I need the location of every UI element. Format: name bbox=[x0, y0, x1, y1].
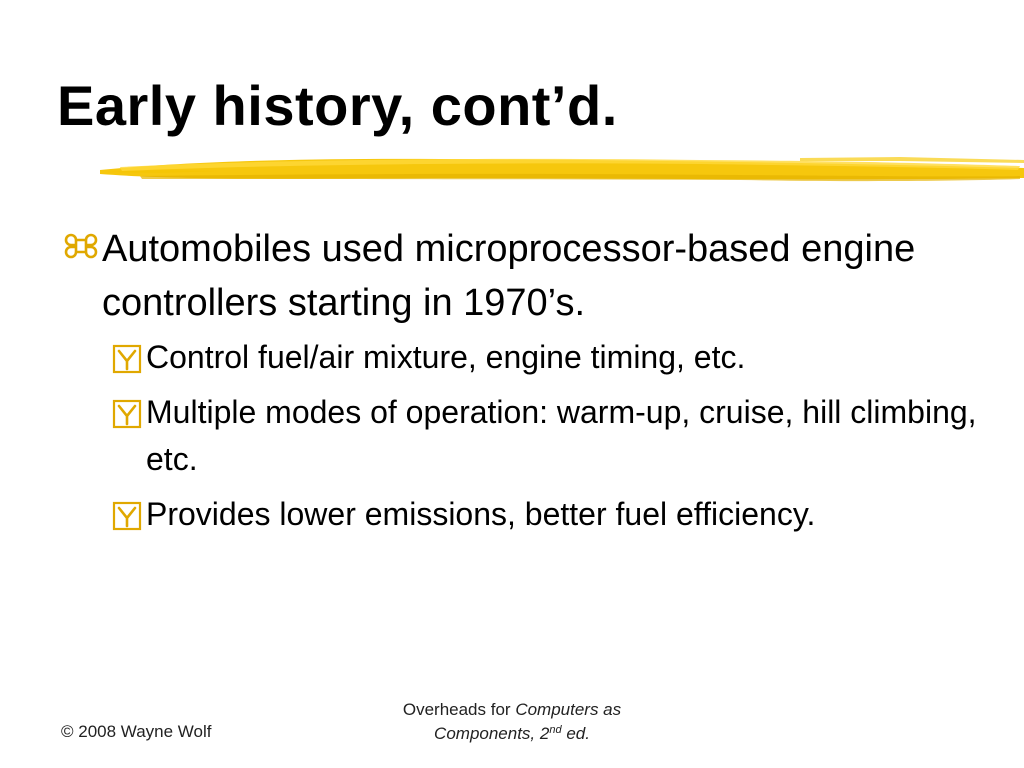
bullet-item bbox=[60, 222, 1010, 330]
title-highlight-stroke bbox=[100, 148, 1024, 190]
checked-box-icon bbox=[112, 344, 142, 374]
footer-edition-sup: nd bbox=[549, 724, 562, 736]
sub-bullet-item bbox=[112, 491, 1010, 538]
footer-book-title-1: Computers as bbox=[515, 700, 622, 719]
footer-edition-suffix: ed. bbox=[561, 724, 590, 743]
sub-bullet-item bbox=[112, 389, 1010, 483]
bullet-text: Automobiles used microprocessor-based engine controllers starting in 1970’s. bbox=[102, 228, 916, 324]
footer-overheads-label: Overheads for bbox=[402, 700, 516, 719]
sub-bullet-item bbox=[112, 334, 1010, 381]
footer-book-title-2: Components, 2 bbox=[434, 724, 550, 743]
bullet-list bbox=[60, 222, 1010, 546]
checked-box-icon bbox=[112, 501, 142, 531]
sub-bullet-text: Provides lower emissions, better fuel efficiency. bbox=[146, 496, 816, 532]
footer-copyright: © 2008 Wayne Wolf bbox=[61, 722, 212, 741]
command-key-icon bbox=[62, 222, 100, 276]
sub-bullet-text: Control fuel/air mixture, engine timing, etc. bbox=[146, 339, 746, 375]
checked-box-icon bbox=[112, 399, 142, 429]
slide-title: Early history, cont’d. bbox=[57, 74, 618, 137]
footer-book-credit bbox=[362, 698, 662, 746]
sub-bullet-text: Multiple modes of operation: warm-up, cruise, hill climbing, etc. bbox=[146, 394, 977, 477]
